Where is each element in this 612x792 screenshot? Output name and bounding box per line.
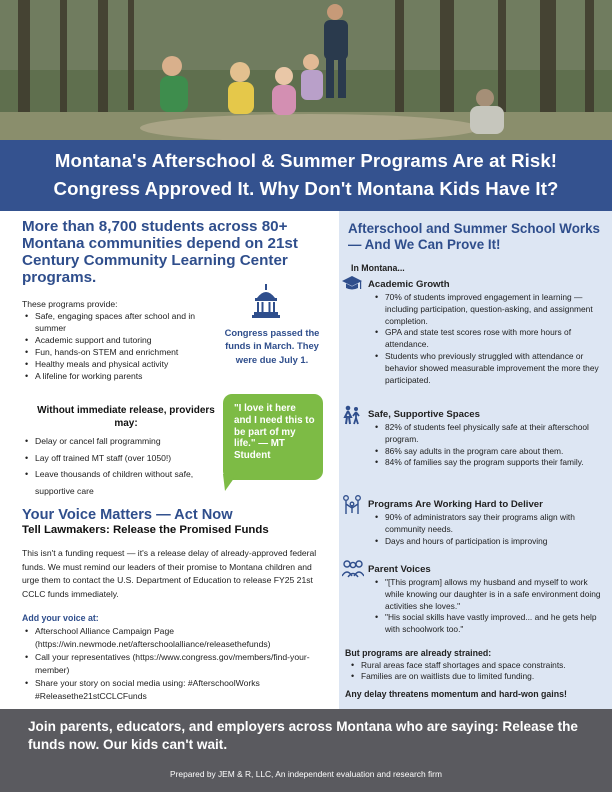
strained-title: But programs are already strained:	[345, 648, 492, 658]
list-item: • 86% say adults in the program care about them.	[372, 446, 604, 458]
title-line-2: Congress Approved It. Why Don't Montana Kids Have It?	[53, 178, 559, 199]
list-item: • "[This program] allows my husband and myself to work while knowing our daughter is in a safe environment doing activities she loves."	[372, 577, 604, 612]
safe-people-icon	[342, 405, 362, 429]
list-item: • 70% of students improved engagement in learning — including participation, question-asking, and assignment completion.	[372, 292, 604, 327]
capitol-icon	[252, 284, 280, 323]
quote-tail	[223, 474, 239, 492]
evidence-panel	[339, 211, 612, 709]
section-programs-delivering	[342, 499, 604, 547]
list-item: • Academic support and tutoring	[22, 334, 207, 346]
section-heading: Parent Voices	[368, 564, 431, 575]
section-list	[372, 292, 604, 386]
section-safe-spaces	[342, 409, 604, 469]
section-heading: Safe, Supportive Spaces	[368, 409, 480, 420]
section-list	[372, 512, 604, 547]
list-item: • Lay off trained MT staff (over 1050!)	[22, 450, 217, 467]
list-item: • Students who previously struggled with attendance or behavior showed measurable improvement the more they participated.	[372, 351, 604, 386]
footer-message: Join parents, educators, and employers across Montana who are saying: Release the funds now. Our kids can't wait.	[28, 719, 578, 752]
add-voice-title: Add your voice at:	[22, 613, 99, 623]
list-item: • Delay or cancel fall programming	[22, 433, 217, 450]
strained-list	[348, 660, 609, 682]
section-list	[372, 577, 604, 636]
list-item: • Afterschool Alliance Campaign Page (https://win.newmode.net/afterschoolalliance/releasethefunds)	[22, 625, 327, 651]
list-item: • GPA and state test scores rose with more hours of attendance.	[372, 327, 604, 351]
hero-photo	[0, 0, 612, 140]
list-item: • 84% of families say the program supports their family.	[372, 457, 604, 469]
graduation-cap-icon	[342, 275, 362, 297]
section-parent-voices	[342, 564, 604, 636]
voice-list	[22, 625, 327, 704]
strained-block	[345, 648, 609, 682]
title-line-1: Montana's Afterschool & Summer Programs Are at Risk!	[54, 150, 558, 171]
voice-subtitle: Tell Lawmakers: Release the Promised Funds	[22, 524, 269, 536]
delay-warning: Any delay threatens momentum and hard-won gains!	[345, 689, 567, 699]
list-item: • A lifeline for working parents	[22, 370, 207, 382]
footer-band	[0, 709, 612, 792]
left-column	[22, 218, 327, 702]
section-list	[372, 422, 604, 469]
list-item: • "His social skills have vastly improved... and he gets help with schoolwork too."	[372, 612, 604, 636]
title-band	[0, 140, 612, 211]
voice-title: Your Voice Matters — Act Now	[22, 507, 233, 523]
withhold-list	[22, 433, 217, 499]
list-item: • Leave thousands of children without safe, supportive care	[22, 466, 217, 499]
section-heading: Academic Growth	[368, 279, 450, 290]
list-item: • 90% of administrators say their programs align with community needs.	[372, 512, 604, 536]
student-quote-bubble	[223, 394, 323, 480]
children-in-forest-photo	[0, 0, 612, 140]
withhold-title: Without immediate release, providers may:	[37, 405, 215, 429]
panel-title: Afterschool and Summer School Works — And We Can Prove It!	[348, 221, 600, 253]
provide-list	[22, 310, 207, 383]
list-item: • 82% of students feel physically safe at their afterschool program.	[372, 422, 604, 446]
list-item: • Days and hours of participation is improving	[372, 536, 604, 548]
list-item: • Fun, hands-on STEM and enrichment	[22, 346, 207, 358]
voice-body: This isn't a funding request — it's a release delay of already-approved federal funds. We must remind our leaders of their promise to Montana children and urge them to contact the U.S. Department of Education to release FY25 21st CCLC funds immediately.	[22, 548, 317, 599]
family-icon	[342, 495, 362, 519]
list-item: • Share your story on social media using: #AfterschoolWorks #Releasethe21stCCLCFunds	[22, 677, 327, 703]
section-heading: Programs Are Working Hard to Deliver	[368, 499, 543, 510]
list-item: • Call your representatives (https://www.congress.gov/members/find-your-member)	[22, 651, 327, 677]
in-montana-label: In Montana...	[351, 263, 405, 273]
parents-icon	[342, 560, 364, 582]
section-academic-growth	[342, 279, 604, 386]
list-item: • Safe, engaging spaces after school and in summer	[22, 310, 207, 334]
list-item: • Healthy meals and physical activity	[22, 358, 207, 370]
list-item: • Families are on waitlists due to limited funding.	[348, 671, 609, 682]
student-quote-text: "I love it here and I need this to be part of my life." — MT Student	[234, 403, 315, 462]
capitol-caption: Congress passed the funds in March. They were due July 1.	[224, 327, 320, 365]
lead-statement: More than 8,700 students across 80+ Montana communities depend on 21st Century Community Learning Center programs.	[22, 218, 298, 286]
list-item: • Rural areas face staff shortages and space constraints.	[348, 660, 609, 671]
footer-credit: Prepared by JEM & R, LLC, An independent evaluation and research firm	[170, 769, 442, 779]
provide-title: These programs provide:	[22, 299, 118, 309]
